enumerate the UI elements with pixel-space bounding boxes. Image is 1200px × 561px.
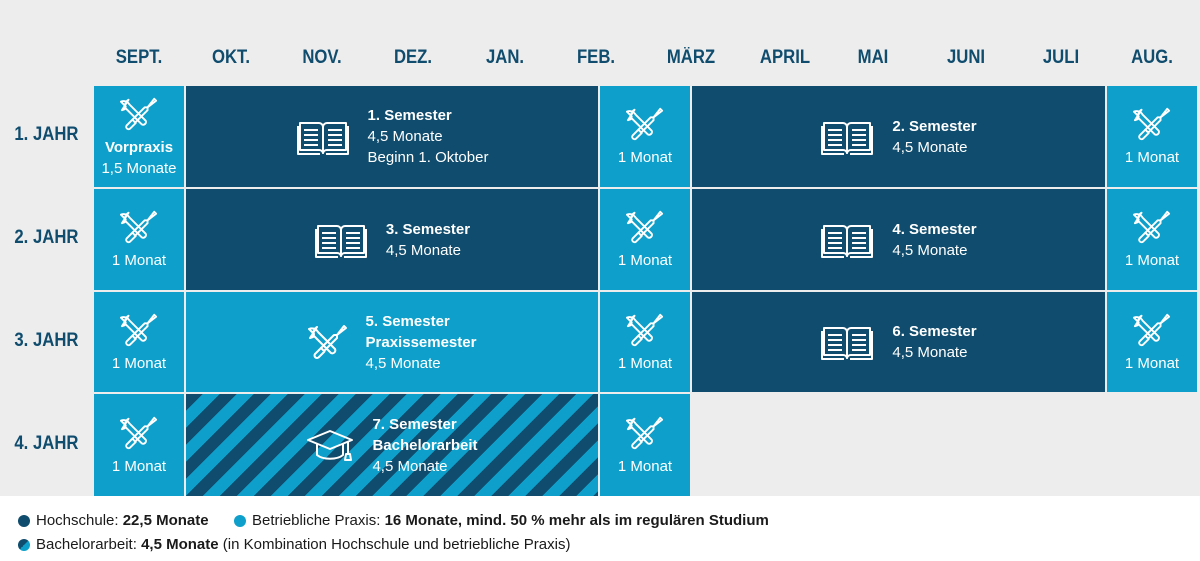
graduation-cap-icon [306, 425, 354, 465]
semester-5-subtitle: Praxissemester [365, 333, 477, 351]
month-dez: DEZ. [393, 47, 433, 68]
legend-praxis-label: Betriebliche Praxis: [252, 512, 385, 529]
year-label-3: 3. JAHR [13, 330, 79, 351]
legend-hochschule-label: Hochschule: [36, 512, 123, 529]
legend-bachelor [18, 536, 570, 553]
month-nov: NOV. [302, 47, 342, 68]
praxis-y3-sept-cell [94, 292, 184, 392]
semester-1-cell [186, 86, 598, 187]
praxis-y4-sept-cell [94, 394, 184, 496]
praxis-duration: 1 Monat [617, 354, 673, 372]
tools-icon [626, 208, 664, 246]
month-maerz: MÄRZ [666, 47, 716, 68]
hochschule-dot [18, 515, 30, 527]
legend-praxis-value: 16 Monate, mind. 50 % mehr als im regulären Studium [384, 512, 769, 529]
book-icon [296, 117, 350, 157]
legend-bachelor-label: Bachelorarbeit: [36, 536, 142, 553]
vorpraxis-duration: 1,5 Monate [101, 159, 177, 177]
semester-2-title: 2. Semester [892, 117, 977, 135]
semester-4-duration: 4,5 Monate [892, 241, 968, 259]
praxis-duration: 1 Monat [111, 457, 167, 475]
month-april: APRIL [759, 47, 811, 68]
semester-3-cell [186, 189, 598, 290]
semester-7-cell [186, 394, 598, 496]
month-mai: MAI [857, 47, 889, 68]
vorpraxis-cell [94, 86, 184, 187]
semester-3-title: 3. Semester [385, 220, 471, 238]
tools-icon [626, 414, 664, 452]
vorpraxis-title: Vorpraxis [104, 138, 174, 156]
tools-icon [120, 311, 158, 349]
praxis-duration: 1 Monat [1124, 149, 1180, 166]
praxis-dot [234, 515, 246, 527]
tools-icon [120, 208, 158, 246]
praxis-duration: 1 Monat [617, 252, 673, 269]
semester-7-duration: 4,5 Monate [372, 457, 448, 475]
year-label-1: 1. JAHR [13, 124, 79, 145]
praxis-duration: 1 Monat [111, 354, 167, 372]
semester-2-duration: 4,5 Monate [892, 138, 968, 156]
semester-7-subtitle: Bachelorarbeit [372, 436, 478, 454]
month-jan: JAN. [485, 47, 525, 68]
praxis-y3-aug-cell [1107, 292, 1197, 392]
praxis-y2-aug-cell [1107, 189, 1197, 290]
tools-icon [308, 322, 348, 362]
semester-1-note: Beginn 1. Oktober [367, 149, 489, 166]
semester-5-duration: 4,5 Monate [365, 354, 441, 372]
tools-icon [1133, 105, 1171, 143]
month-okt: OKT. [211, 47, 251, 68]
book-icon [820, 117, 874, 157]
month-sept: SEPT. [115, 47, 163, 68]
legend-bachelor-value: 4,5 Monate [141, 536, 219, 553]
semester-3-duration: 4,5 Monate [385, 241, 461, 259]
semester-5-title: 5. Semester [365, 312, 450, 330]
praxis-y2-sept-cell [94, 189, 184, 290]
month-feb: FEB. [576, 47, 616, 68]
month-aug: AUG. [1131, 47, 1173, 68]
book-icon [820, 220, 874, 260]
praxis-y4-maerz-cell [600, 394, 690, 496]
legend-praxis [234, 512, 769, 529]
praxis-y1-aug-cell [1107, 86, 1197, 187]
tools-icon [1133, 311, 1171, 349]
praxis-duration: 1 Monat [617, 457, 673, 475]
semester-4-title: 4. Semester [892, 220, 977, 238]
semester-5-cell [186, 292, 598, 392]
praxis-duration: 1 Monat [617, 149, 673, 166]
semester-2-cell [692, 86, 1105, 187]
tools-icon [120, 414, 158, 452]
month-juli: JULI [1042, 47, 1080, 68]
legend-bachelor-note: (in Kombination Hochschule und betriebliche Praxis) [218, 536, 571, 553]
legend-hochschule-value: 22,5 Monate [122, 512, 209, 529]
praxis-y3-maerz-cell [600, 292, 690, 392]
praxis-y2-maerz-cell [600, 189, 690, 290]
semester-1-title: 1. Semester [367, 107, 452, 124]
bachelor-dot [18, 539, 30, 551]
tools-icon [1133, 208, 1171, 246]
semester-1-duration: 4,5 Monate [367, 128, 443, 145]
semester-4-cell [692, 189, 1105, 290]
book-icon [314, 220, 368, 260]
year-label-2: 2. JAHR [13, 227, 79, 248]
praxis-duration: 1 Monat [1124, 252, 1180, 269]
year-label-4: 4. JAHR [13, 433, 79, 454]
praxis-y1-maerz-cell [600, 86, 690, 187]
semester-6-duration: 4,5 Monate [892, 344, 968, 361]
praxis-duration: 1 Monat [1124, 354, 1180, 372]
tools-icon [626, 311, 664, 349]
semester-6-title: 6. Semester [892, 323, 977, 340]
tools-icon [120, 95, 158, 133]
semester-6-cell [692, 292, 1105, 392]
praxis-duration: 1 Monat [111, 252, 167, 269]
semester-7-title: 7. Semester [372, 415, 457, 433]
month-juni: JUNI [946, 47, 986, 68]
tools-icon [626, 105, 664, 143]
book-icon [820, 322, 874, 362]
legend-hochschule [18, 512, 209, 529]
